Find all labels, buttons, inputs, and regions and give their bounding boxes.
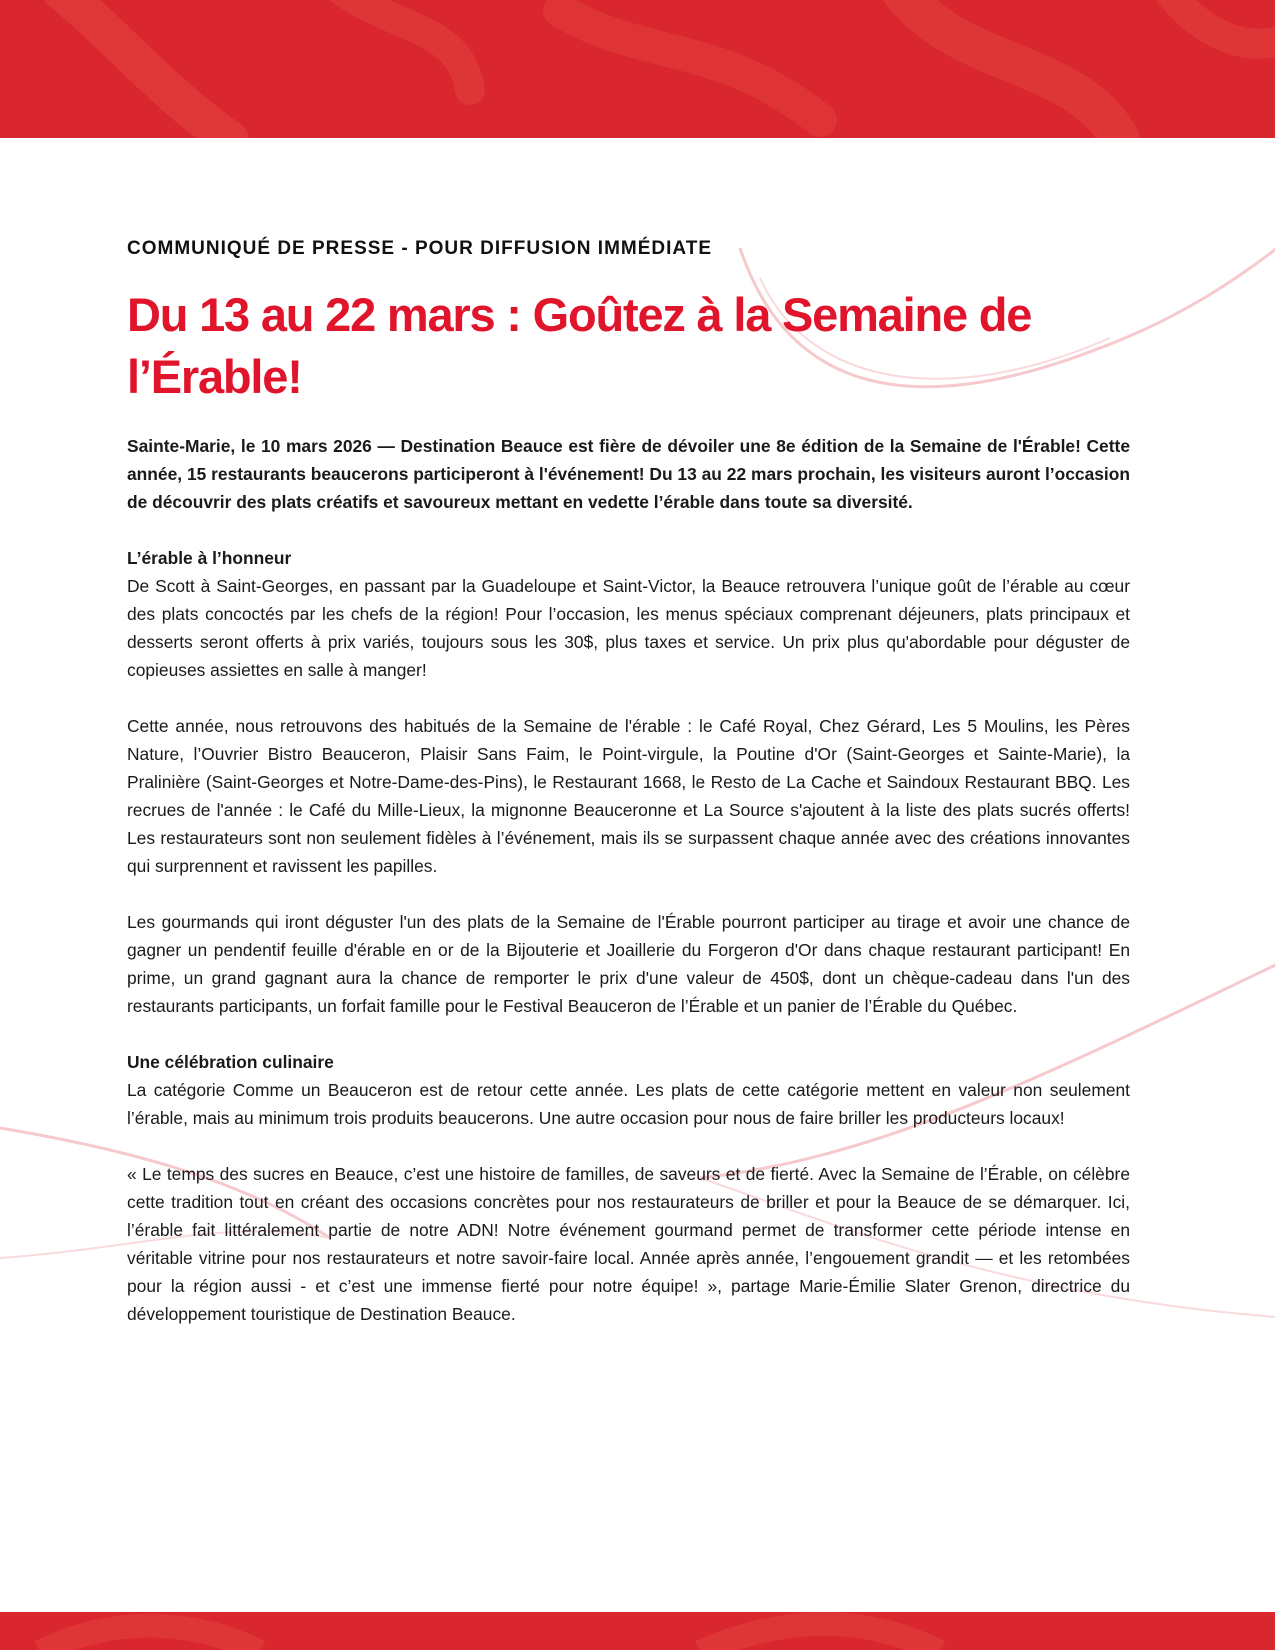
page-title: Du 13 au 22 mars : Goûtez à la Semaine de l’Érable! [127, 288, 1032, 403]
footer-brush-pattern [0, 1612, 1275, 1650]
press-release-kicker: COMMUNIQUÉ DE PRESSE - POUR DIFFUSION IMMÉDIATE [127, 238, 713, 259]
paragraph-honneur-3: Les gourmands qui iront déguster l'un des plats de la Semaine de l'Érable pourront participer au tirage et avoir une chance de gagner un pendentif feuille d'érable en or de la Bijouterie et Joaillerie du Forgeron d'Or dans chaque restaurant participant! En prime, un grand gagnant aura la chance de remporter le prix d'une valeur de 450$, dont un chèque-cadeau dans l'un des restaurants participants, un forfait famille pour le Festival Beauceron de l’Érable et un panier de l’Érable du Québec. [127, 912, 1130, 1016]
banner-brush-pattern [0, 0, 1275, 138]
top-decorative-banner [0, 0, 1275, 138]
section-title-celebration: Une célébration culinaire [127, 1052, 334, 1072]
bottom-decorative-banner [0, 1612, 1275, 1650]
paragraph-celebration-1: La catégorie Comme un Beauceron est de retour cette année. Les plats de cette catégorie mettent en valeur non seulement l’érable, mais au minimum trois produits beaucerons. Une autre occasion pour nous de faire briller les producteurs locaux! [127, 1080, 1130, 1128]
section-title-honneur: L’érable à l’honneur [127, 548, 292, 568]
press-release-body [127, 236, 1130, 1356]
paragraph-honneur-2: Cette année, nous retrouvons des habitués de la Semaine de l'érable : le Café Royal, Chez Gérard, Les 5 Moulins, les Pères Nature, l’Ouvrier Bistro Beauceron, Plaisir Sans Faim, le Point-virgule, la Poutine d'Or (Saint-Georges et Sainte-Marie), la Pralinière (Saint-Georges et Notre-Dame-des-Pins), le Restaurant 1668, le Resto de La Cache et Saindoux Restaurant BBQ. Les recrues de l'année : le Café du Mille-Lieux, la mignonne Beauceronne et La Source s'ajoutent à la liste des plats sucrés offerts! Les restaurateurs sont non seulement fidèles à l’événement, mais ils se surpassent chaque année avec des créations innovantes qui surprennent et ravissent les papilles. [127, 716, 1130, 876]
lead-paragraph: Sainte-Marie, le 10 mars 2026 — Destination Beauce est fière de dévoiler une 8e édition de la Semaine de l'Érable! Cette année, 15 restaurants beaucerons participeront à l'événement! Du 13 au 22 mars prochain, les visiteurs auront l’occasion de découvrir des plats créatifs et savoureux mettant en vedette l’érable dans toute sa diversité. [127, 436, 1130, 512]
paragraph-honneur-1: De Scott à Saint-Georges, en passant par la Guadeloupe et Saint-Victor, la Beauce retrouvera l’unique goût de l’érable au cœur des plats concoctés par les chefs de la région! Pour l’occasion, les menus spéciaux comprenant déjeuners, plats principaux et desserts seront offerts à prix variés, toujours sous les 30$, plus taxes et service. Un prix plus qu'abordable pour déguster de copieuses assiettes en salle à manger! [127, 576, 1130, 680]
paragraph-quote: « Le temps des sucres en Beauce, c’est une histoire de familles, de saveurs et de fierté. Avec la Semaine de l’Érable, on célèbre cette tradition tout en créant des occasions concrètes pour nos restaurateurs de briller et pour la Beauce de se démarquer. Ici, l’érable fait littéralement partie de notre ADN! Notre événement gourmand permet de transformer cette période intense en véritable vitrine pour nos restaurateurs et notre savoir-faire local. Année après année, l’engouement grandit — et les retombées pour la région aussi - et c’est une immense fierté pour notre équipe! », partage Marie-Émilie Slater Grenon, directrice du développement touristique de Destination Beauce. [127, 1164, 1130, 1324]
